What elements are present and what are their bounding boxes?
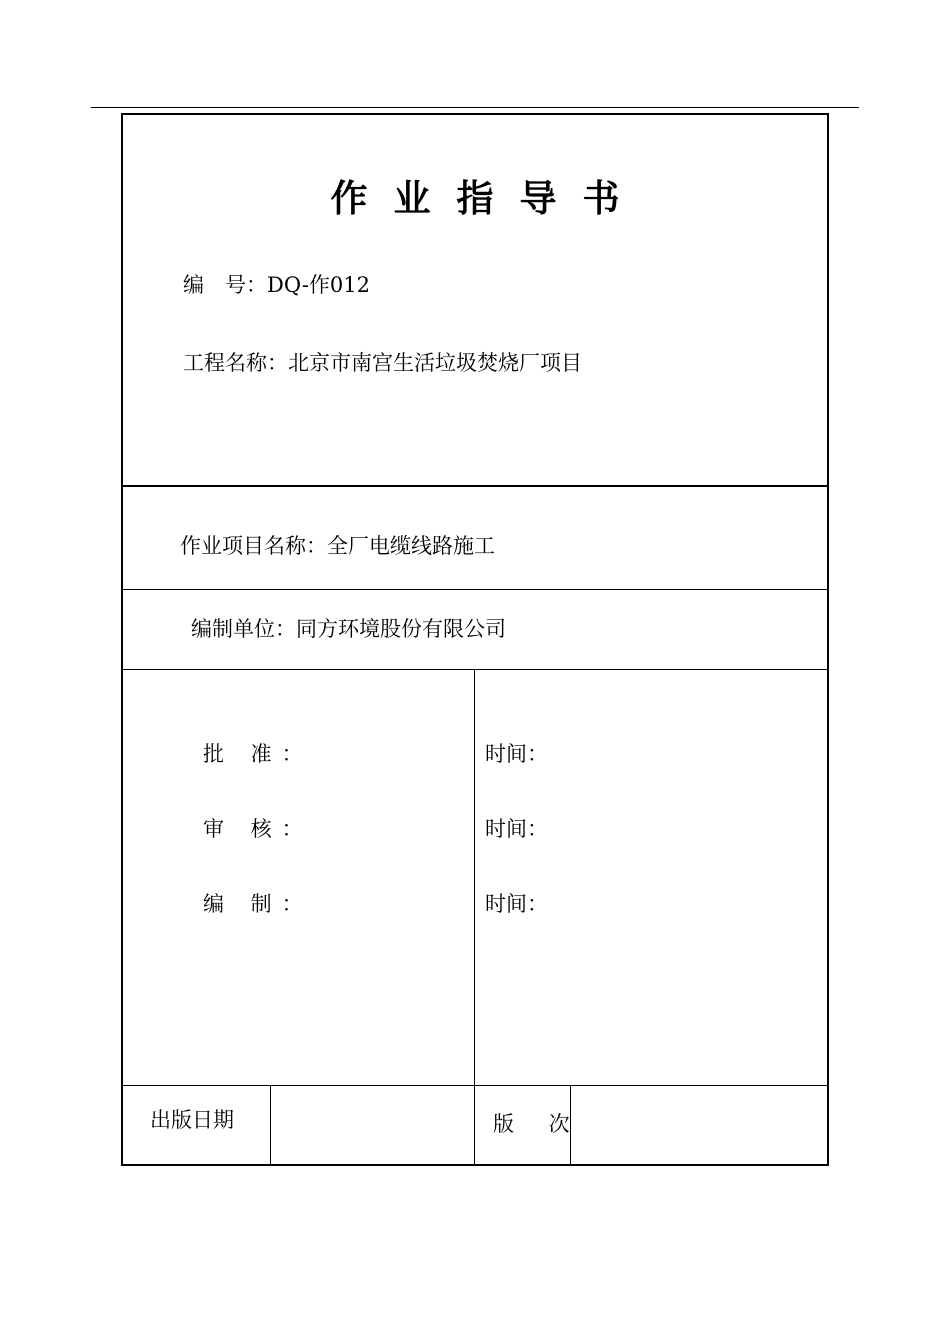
- work-item-row: [180, 536, 495, 557]
- document-title: 作业指导书: [330, 177, 646, 220]
- compiler-unit-value: 同方环境股份有限公司: [296, 617, 506, 641]
- divider-signoff-center: [474, 669, 475, 1164]
- divider-compiler-unit: [122, 669, 828, 670]
- review-label: 审 核：: [203, 817, 313, 841]
- project-name-value: 北京市南宫生活垃圾焚烧厂项目: [288, 351, 582, 375]
- divider-work-item: [122, 589, 828, 590]
- divider-title-section: [122, 485, 828, 487]
- work-item-value: 全厂电缆线路施工: [327, 534, 495, 558]
- review-time-label: 时间：: [485, 817, 548, 841]
- document-number-value: DQ-作012: [267, 273, 371, 297]
- document-number-row: [183, 275, 370, 296]
- approve-time-label: 时间：: [485, 742, 548, 766]
- work-item-label: 作业项目名称：: [180, 534, 327, 558]
- header-rule: [91, 107, 859, 108]
- divider-footer-left: [270, 1085, 271, 1164]
- compiler-unit-label: 编制单位：: [191, 617, 296, 641]
- prepare-label: 编 制：: [203, 892, 313, 916]
- publish-date-label: 出版日期: [150, 1108, 234, 1132]
- prepare-time-label: 时间：: [485, 892, 548, 916]
- project-name-row: [183, 353, 582, 374]
- divider-footer: [122, 1085, 828, 1086]
- approve-label: 批 准：: [203, 742, 313, 766]
- compiler-unit-row: [191, 619, 506, 640]
- edition-label: 版 次: [493, 1112, 584, 1136]
- document-number-label: 编 号：: [183, 273, 267, 297]
- project-name-label: 工程名称：: [183, 351, 288, 375]
